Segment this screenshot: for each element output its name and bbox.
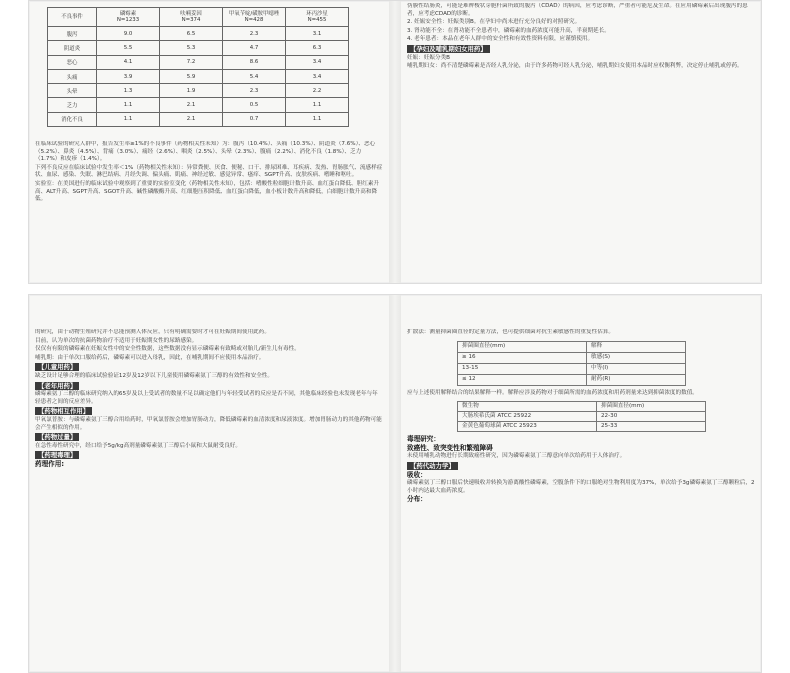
- table-header-row: [458, 402, 706, 412]
- paragraph: 伪膜性结肠炎，可能是难辨梭状芽胞杆菌所致的腹泻（CDAD）的病因，应考虑诊断，严重者可能危及生命。在应用磷霉素后出现腹泻的患者，应考虑CDAD的诊断。: [407, 3, 748, 17]
- table-cell: 2.1: [160, 112, 223, 126]
- page1-left-text: [35, 141, 383, 277]
- section-heading: 【老年用药】: [35, 382, 383, 391]
- table-cell: 3.1: [286, 27, 349, 41]
- paragraph: 应与上述使用解释结合的结果解释一样。解释应涉及药物对于细菌所需的血药浓度和用药剂量来达到抑菌浓度的数值。: [407, 389, 698, 396]
- table-row: [48, 41, 349, 55]
- table-cell: 头晕: [48, 84, 97, 98]
- paragraph: 在临床试验的研究人群中，报告发生率≥1%的不良事件（药物相关性未知）为：腹泻（10.4%）、头痛（10.3%）、阴道炎（7.6%）、恶心（5.2%）、鼻炎（4.5%）、背痛（3.0%）、痛经（2.6%）、咽炎（2.5%）、头晕（2.3%）、腹痛（2.2%）、消化不良（1.8%）、乏力（1.7%）和皮疹（1.4%）。: [35, 141, 376, 163]
- paragraph: 磷霉素氨丁三醇的临床研究纳入的65岁及以上受试者的数量不足以确定他们与年轻受试者的反应是否不同，其他临床经验也未发现老年与年轻患者之间的反应差异。: [35, 391, 378, 405]
- table-row: [458, 363, 686, 374]
- table-header: 不良事件: [48, 8, 97, 27]
- page1-right-text: [407, 3, 755, 279]
- table-header: 环丙沙星 N=455: [286, 8, 349, 27]
- section-heading: 毒理研究：: [407, 435, 440, 444]
- adverse-events-table: [47, 7, 349, 127]
- paragraph: 4. 老年患者：本品在老年人群中的安全性和有效性资料有限，应谨慎使用。: [407, 36, 594, 43]
- table-cell: 13-15: [458, 363, 587, 374]
- paragraph: 磷霉素氨丁三醇口服后快速吸收并转换为游离酸性磷霉素，空腹条件下的口服绝对生物利用度为37%，单次给予3g磷霉素氨丁三醇颗粒后，2小时内达最大血药浓度。: [407, 480, 755, 494]
- paragraph: 下列不良反应在临床试验中发生率＜1%（药物相关性未知）：异常粪便、厌食、便秘、口干、排尿困难、耳疾病、发热、胃肠胀气、流感样症状、血尿、感染、失眠、淋巴结病、月经失调、偏头痛、肌痛、神经过敏、感觉异常、瘙痒、SGPT升高、皮肤疾病、嗜睡和呕吐。: [35, 164, 383, 179]
- table-cell: 恶心: [48, 55, 97, 69]
- table-cell: 腹泻: [48, 27, 97, 41]
- table-header-row: [48, 8, 349, 27]
- table-cell: 8.6: [223, 55, 286, 69]
- table-header: 解释: [587, 341, 686, 352]
- table-header: 抑菌圈直径(mm): [597, 402, 706, 412]
- section-heading: 【药理毒理】: [35, 451, 383, 460]
- paragraph: 2. 妊娠安全性：妊娠类别B。在孕妇中尚未进行充分良好的对照研究。: [407, 19, 581, 26]
- table-header: 呋喃妥因 N=374: [160, 8, 223, 27]
- table-cell: 22-30: [597, 412, 706, 422]
- section-heading: 【药代动力学】: [407, 462, 755, 471]
- subheading: 药理作用:: [35, 459, 65, 468]
- page-fold: [389, 295, 401, 672]
- table-header-row: [458, 341, 686, 352]
- paragraph: 实验室：在美国进行的临床试验中观察到了重要的实验室变化（药物相关性未知），包括：嗜酸性粒细胞计数升高、血红蛋白降低、胆红素升高、ALT升高、SGPT升高、SGOT升高、碱性磷酸酶升高、红细胞压积降低、血红蛋白降低，血小板计数升高和降低，白细胞计数升高和降低。: [35, 180, 380, 203]
- paragraph: 扩散法：测量抑菌圈直径的定量方法，也可提供细菌对抗生素敏感性的重复性估算。: [407, 329, 614, 335]
- table-row: [48, 27, 349, 41]
- table-cell: 3.4: [286, 55, 349, 69]
- table-cell: 2.3: [223, 84, 286, 98]
- table-cell: 1.1: [286, 98, 349, 112]
- table-cell: 头痛: [48, 69, 97, 83]
- paragraph: 妊娠：妊娠分类B: [407, 54, 450, 61]
- table-cell: 中等(I): [587, 363, 686, 374]
- table-cell: 4.1: [97, 55, 160, 69]
- subheading: 致癌性、致突变性和繁殖障碍: [407, 443, 493, 452]
- table-header: 抑菌圈直径(mm): [458, 341, 587, 352]
- paragraph: 在急性毒性研究中，经口给予5g/kg高剂量磷霉素氨丁三醇后小鼠和大鼠耐受良好。: [35, 442, 241, 449]
- table-cell: ≤ 12: [458, 374, 587, 385]
- table-row: [48, 112, 349, 126]
- table-cell: 9.0: [97, 27, 160, 41]
- subheading: 分布：: [407, 495, 427, 504]
- table-row: [458, 412, 706, 422]
- table-cell: ≥ 16: [458, 352, 587, 363]
- paragraph: 甲氧氯普胺：与磷霉素氨丁三醇合用给药时，甲氧氯普胺会增加胃肠动力，降低磷霉素的血清浓度和尿液浓度。增加胃肠动力的其他药物可能会产生相似的作用。: [35, 416, 382, 431]
- table-cell: 3.4: [286, 69, 349, 83]
- table-cell: 1.1: [286, 112, 349, 126]
- table-cell: 25-33: [597, 422, 706, 432]
- table-cell: 大肠埃希氏菌 ATCC 25922: [458, 412, 597, 422]
- table-row: [458, 352, 686, 363]
- section-heading: 【孕妇及哺乳期妇女用药】: [407, 45, 755, 54]
- document-page-2: [28, 294, 762, 673]
- table-cell: 1.1: [97, 98, 160, 112]
- table-cell: 耐药(R): [587, 374, 686, 385]
- table-cell: 5.4: [223, 69, 286, 83]
- table-header: 甲氧苄啶/磺胺甲噁唑 N=428: [223, 8, 286, 27]
- paragraph: 哺乳期：由于单次口服给药后，磷霉素可以进入母乳，因此，在哺乳期间不应使用本品治疗。: [35, 354, 265, 361]
- interpretation-table: [457, 341, 686, 386]
- paragraph: 哺乳期妇女：尚不清楚磷霉素是否经人乳分泌，由于许多药物可经人乳分泌，哺乳期妇女使用本品时应权衡利弊，决定停止哺乳或停药。: [407, 63, 743, 70]
- section-heading: 【药物相互作用】: [35, 407, 383, 416]
- table-cell: 5.3: [160, 41, 223, 55]
- table-row: [458, 374, 686, 385]
- table-cell: 2.2: [286, 84, 349, 98]
- table-row: [48, 98, 349, 112]
- table-cell: 1.3: [97, 84, 160, 98]
- table-cell: 2.3: [223, 27, 286, 41]
- table-cell: 敏感(S): [587, 352, 686, 363]
- table-row: [48, 69, 349, 83]
- document-page-1: [28, 0, 762, 284]
- table-cell: 7.2: [160, 55, 223, 69]
- page-fold: [389, 1, 401, 283]
- table-cell: 1.9: [160, 84, 223, 98]
- table-cell: 6.5: [160, 27, 223, 41]
- table-cell: 5.9: [160, 69, 223, 83]
- paragraph: 3. 肾功能不全：在肾功能不全患者中，磷霉素的血药浓度可能升高，半衰期延长。: [407, 27, 610, 34]
- table-header: 微生物: [458, 402, 597, 412]
- table-row: [48, 84, 349, 98]
- table-cell: 3.9: [97, 69, 160, 83]
- table-cell: 金黄色葡萄球菌 ATCC 25923: [458, 422, 597, 432]
- table-cell: 2.1: [160, 98, 223, 112]
- paragraph: 仅仅有有限的磷霉素在妊娠女性中的安全性数据，这些数据没有显示磷霉素有致畸或对胎儿/新生儿有毒性。: [35, 346, 300, 353]
- paragraph: 未使用哺乳动物进行长期致癌性研究，因为磷霉素氨丁三醇意向单次给药用于人体治疗。: [407, 453, 626, 460]
- table-header: 磷霉素 N=1233: [97, 8, 160, 27]
- subheading: 吸收：: [407, 470, 427, 479]
- table-cell: 0.7: [223, 112, 286, 126]
- paragraph: 的研究，由于动物生殖研究并不总能预测人体反应，只有明确需要时才可在妊娠期间使用此药。: [35, 329, 270, 335]
- quality-control-table: [457, 401, 706, 432]
- table-cell: 阴道炎: [48, 41, 97, 55]
- table-row: [458, 422, 706, 432]
- table-cell: 乏力: [48, 98, 97, 112]
- table-row: [48, 55, 349, 69]
- page2-right-text: [407, 329, 755, 669]
- paragraph: 缺乏设计足够合理的临床试验验证12岁及12岁以下儿童使用磷霉素氨丁三醇的有效性和安全性。: [35, 372, 273, 379]
- section-heading: 【药物过量】: [35, 433, 383, 442]
- table-cell: 5.5: [97, 41, 160, 55]
- table-cell: 4.7: [223, 41, 286, 55]
- page2-left-text: [35, 329, 383, 669]
- table-cell: 6.3: [286, 41, 349, 55]
- section-heading: 【儿童用药】: [35, 363, 383, 372]
- table-cell: 0.5: [223, 98, 286, 112]
- table-cell: 消化不良: [48, 112, 97, 126]
- paragraph: 目前，认为单次的抗菌药物治疗不适用于妊娠期女性的尿路感染。: [35, 337, 198, 344]
- table-cell: 1.1: [97, 112, 160, 126]
